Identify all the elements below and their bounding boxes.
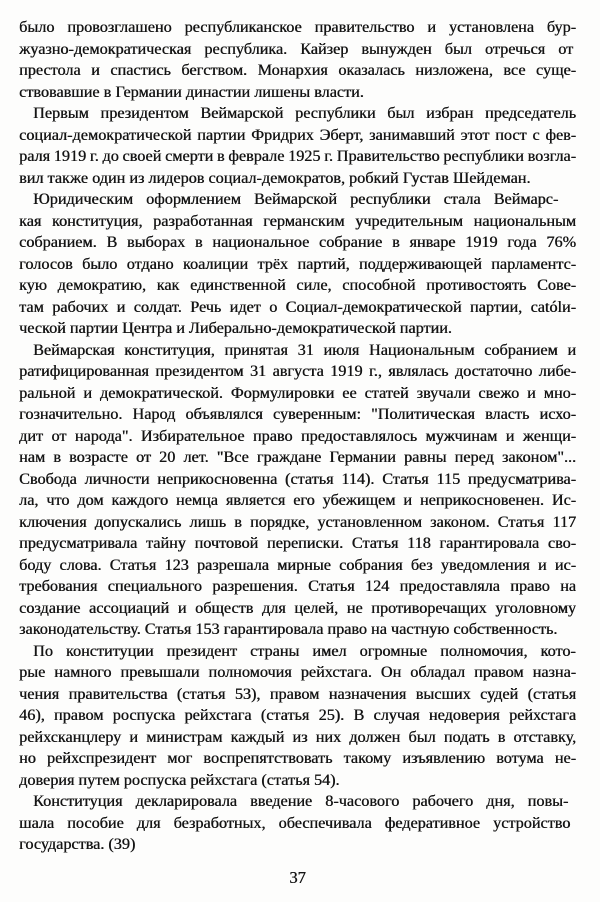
text-line: Конституция декларировала введение 8-часового рабочего дня, повы- — [33, 792, 569, 810]
paragraph — [19, 103, 576, 189]
text-line: было провозглашено республиканское правительство и установлена бур- — [19, 18, 576, 36]
text-line: ческой партии Центра и Либерально-демократической партии. — [19, 319, 452, 337]
text-line: престола и спастись бегством. Монархия оказалась низложена, все суще- — [19, 61, 576, 79]
paragraph — [19, 189, 576, 340]
page-number: 37 — [289, 867, 306, 887]
text-line: ла, что дом каждого немца является его убежищем и неприкосновенен. Ис- — [19, 491, 576, 509]
text-line: законодательству. Статья 153 гарантировала право на частную собственность. — [19, 620, 558, 638]
text-line: государства. (39) — [19, 835, 136, 853]
text-line: но рейхспрезидент мог воспрепятствовать такому изъявлению вотума не- — [19, 749, 576, 767]
text-line: ратифицированная президентом 31 августа 1919 г., являлась достаточно либе- — [19, 362, 576, 380]
paragraph — [19, 17, 576, 103]
paragraph — [19, 641, 576, 792]
text-line: жуазно-демократическая республика. Кайзер вынужден был отречься от — [19, 39, 574, 58]
text-line: чения правительства (статья 53), правом назначения высших судей (статья — [19, 684, 576, 703]
text-line: нам в возрасте от 20 лет. "Все граждане Германии равны перед законом"... — [19, 448, 576, 466]
text-line: голосов было отдано коалиции трёх партий, поддерживающей парламентс- — [19, 254, 576, 273]
text-line: ключения допускались лишь в порядке, установленном законом. Статья 117 — [19, 512, 576, 531]
text-column — [19, 17, 576, 856]
text-line: Юридическим оформлением Веймарской республики стала Веймарс- — [33, 190, 559, 208]
text-line: Свобода личности неприкосновенна (статья 114). Статья 115 предусматрива- — [19, 469, 576, 488]
text-line: 46), правом роспуска рейхстага (статья 25). В случая недоверия рейхстага — [19, 706, 576, 724]
text-line: предусматривала тайну почтовой переписки. Статья 118 гарантировала сво- — [19, 534, 576, 552]
text-line: создание ассоциаций и обществ для целей, не противоречащих уголовному — [19, 598, 576, 617]
text-line: Первым президентом Веймарской республики был избран председатель — [33, 104, 576, 122]
text-line: собранием. В выборах в национальное собрание в январе 1919 года 76% — [19, 233, 576, 251]
text-line: ральной и демократической. Формулировки ее статей звучали свежо и мно- — [19, 383, 576, 402]
text-line: кую демократию, как единственной силе, способной противостоять Сове- — [19, 276, 576, 294]
text-line: раля 1919 г. до своей смерти в феврале 1925 г. Правительство республики возгла- — [19, 147, 576, 165]
text-line: вил также один из лидеров социал-демократов, робкий Густав Шейдеман. — [19, 168, 531, 187]
paragraph — [19, 340, 576, 641]
text-line: там рабочих и солдат. Речь идет о Социал-демократической партии, católи- — [19, 297, 576, 316]
text-line: ствовавшие в Германии династии лишены власти. — [19, 82, 364, 101]
text-line: социал-демократической партии Фридрих Эберт, занимавший этот пост с фев- — [19, 125, 576, 144]
text-line: рейхсканцлеру и министрам каждый из них должен был подать в отставку, — [19, 727, 576, 746]
text-line: гозначительно. Народ объявлялся суверенным: "Политическая власть исхо- — [19, 405, 576, 423]
text-line: требования специального разрешения. Статья 124 предоставляла право на — [19, 577, 576, 595]
text-line: По конституции президент страны имел огромные полномочия, кото- — [33, 641, 576, 660]
paragraph — [19, 791, 576, 856]
text-line: дит от народа". Избирательное право предоставлялось мужчинам и женщи- — [19, 426, 576, 445]
text-line: Веймарская конституция, принятая 31 июля Национальным собранием и — [33, 340, 576, 359]
text-line: доверия путем роспуска рейхстага (статья 54). — [19, 770, 340, 789]
text-line: кая конституция, разработанная германским учредительным национальным — [19, 211, 576, 230]
text-line: шала пособие для безработных, обеспечивала федеративное устройство — [19, 813, 571, 832]
text-line: рые намного превышали полномочия рейхстага. Он обладал правом назна- — [19, 663, 576, 681]
text-line: боду слова. Статья 123 разрешала мирные собрания без уведомления и ис- — [19, 555, 576, 574]
